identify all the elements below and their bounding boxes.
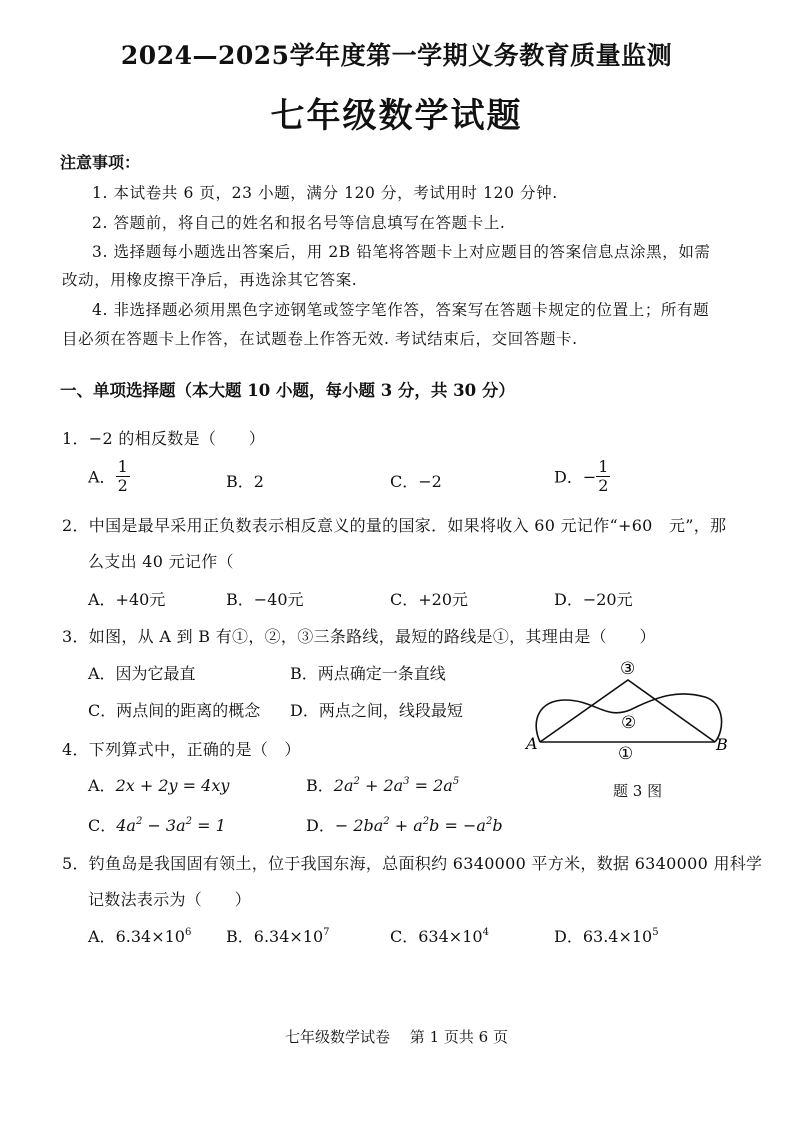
expression: 2x + 2y = 4xy [115, 776, 230, 795]
option-label: A． [88, 776, 116, 795]
q2-stem-line1: 2．中国是最早采用正负数表示相反意义的量的国家．如果将收入 60 元记作“+60 元”，那 [62, 516, 727, 535]
page-footer: 七年级数学试卷 第 1 页共 6 页 [285, 1028, 508, 1046]
q2-option-b: B．−40元 [226, 590, 304, 609]
option-label: A． [88, 467, 116, 487]
q1-option-c: C．−2 [390, 472, 442, 491]
exam-title: 七年级数学试题 [270, 96, 523, 136]
point-b-label: B [716, 735, 728, 754]
route-3-label: ③ [620, 659, 636, 679]
q4-stem: 4．下列算式中，正确的是（ ） [62, 740, 301, 759]
q5-option-a: A．$6.34\times 10^6$ [88, 927, 192, 946]
option-label: B． [226, 927, 254, 946]
q4-option-d: D．− $2ba^2 + a^2b = -a^2b$ [306, 816, 503, 835]
note-2: 2. 答题前，将自己的姓名和报名号等信息填写在答题卡上. [92, 214, 506, 232]
q2-option-d: D．−20元 [554, 590, 633, 609]
route-2-label: ② [621, 713, 637, 733]
numerator: 1 [117, 457, 128, 476]
q4-option-b: B．$2a^2 + 2a^3 = 2a^5$ [306, 776, 460, 795]
q5-option-b: B．$6.34\times 10^7$ [226, 927, 330, 946]
option-label: B． [306, 776, 334, 795]
option-label: C． [88, 816, 117, 835]
option-label: D． [554, 927, 583, 946]
q5-stem-line2: 记数法表示为（ ） [88, 890, 252, 909]
section-title: 一、单项选择题（本大题 10 小题，每小题 3 分，共 30 分） [60, 381, 515, 400]
exam-header: 2024—2025学年度第一学期义务教育质量监测 [120, 41, 673, 70]
note-4-line2: 目必须在答题卡上作答，在试题卷上作答无效. 考试结束后，交回答题卡. [62, 330, 578, 348]
fraction [596, 458, 610, 494]
note-1: 1. 本试卷共 6 页，23 小题，满分 120 分，考试用时 120 分钟. [92, 184, 558, 202]
q4-option-c: C．$4a^2 - 3a^2 = 1$ [88, 816, 226, 835]
note-4-line1: 4. 非选择题必须用黑色字迹钢笔或签字笔作答，答案写在答题卡规定的位置上；所有题 [92, 301, 710, 319]
q5-stem-line1: 5．钓鱼岛是我国固有领土，位于我国东海，总面积约 6340000 平方米，数据 6340000 用科学 [62, 854, 763, 873]
q1-option-d [554, 458, 610, 494]
denominator: 2 [598, 475, 609, 495]
q3-figure-caption: 题 3 图 [613, 782, 663, 800]
q3-option-c: C．两点间的距离的概念 [88, 701, 261, 720]
q2-option-c: C．+20元 [390, 590, 469, 609]
note-3-line2: 改动，用橡皮擦干净后，再选涂其它答案. [62, 271, 358, 289]
q5-option-c: C．$634\times 10^4$ [390, 927, 489, 946]
numerator: 1 [598, 457, 609, 476]
q2-stem-line2: 么支出 40 元记作（ [88, 552, 234, 571]
option-label: A． [88, 927, 116, 946]
q3-option-a: A．因为它最直 [88, 664, 196, 683]
q1-stem: 1．−2 的相反数是（ ） [62, 429, 266, 448]
point-a-label: A [526, 734, 538, 753]
denominator: 2 [117, 475, 128, 495]
q2-option-a: A．+40元 [88, 590, 166, 609]
option-label: D．− [554, 467, 597, 487]
q1-option-b: B．2 [226, 472, 264, 491]
note-3-line1: 3. 选择题每小题选出答案后，用 2B 铅笔将答题卡上对应题目的答案信息点涂黑，如需 [92, 243, 711, 261]
q3-option-d: D．两点之间，线段最短 [290, 701, 463, 720]
q3-stem: 3．如图，从 A 到 B 有①，②，③三条路线，最短的路线是①，其理由是（ ） [62, 627, 656, 646]
fraction [116, 458, 130, 494]
option-label: D． [306, 816, 335, 835]
q1-option-a [88, 458, 130, 494]
q5-option-d: D．$63.4\times 10^5$ [554, 927, 659, 946]
notes-title: 注意事项： [60, 153, 141, 172]
route-1-label: ① [618, 744, 634, 764]
option-label: C． [390, 927, 419, 946]
q4-option-a [88, 773, 229, 796]
q3-option-b: B．两点确定一条直线 [290, 664, 446, 683]
q3-figure [520, 655, 740, 780]
